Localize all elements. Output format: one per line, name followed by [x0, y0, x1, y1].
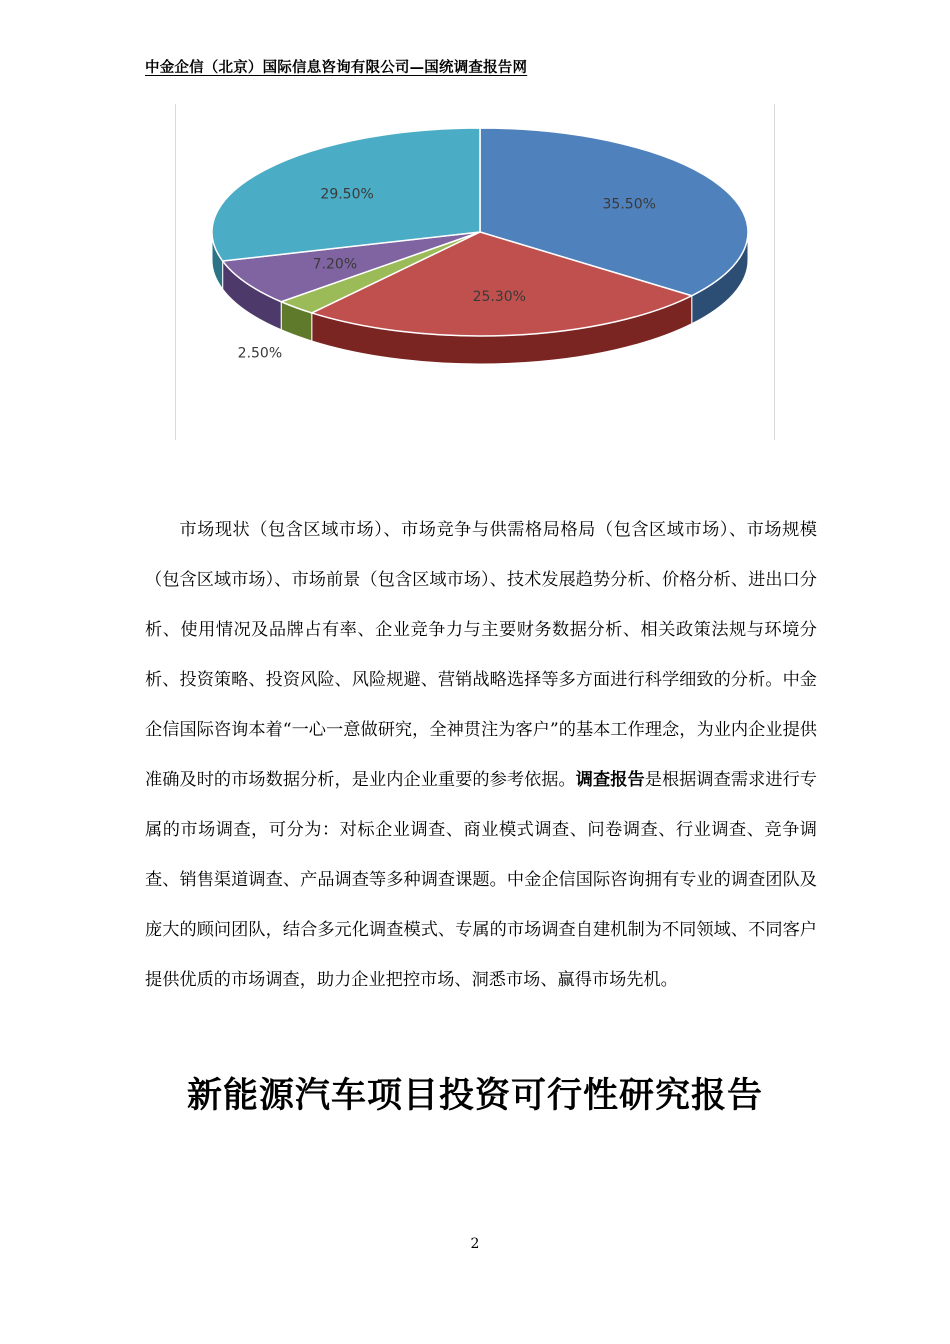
body-text-part1: 市场现状（包含区域市场）、市场竞争与供需格局格局（包含区域市场）、市场规模（包含区域市场）、市场前景（包含区域市场）、技术发展趋势分析、价格分析、进出口分析、使用情况及品牌占有率、企业竞争力与主要财务数据分析、相关政策法规与环境分析、投资策略、投资风险、风险规避、营销战略选择等多方面进行科学细致的分析。中金企信国际咨询本着“一心一意做研究，全神贯注为客户”的基本工作理念，为业内企业提供准确及时的市场数据分析，是业内企业重要的参考依据。	[145, 520, 817, 790]
page-number: 2	[470, 1236, 480, 1252]
pie-chart-figure	[175, 104, 775, 440]
pie-label-2: 2.50%	[237, 345, 283, 362]
pie-label-3: 7.20%	[312, 256, 358, 273]
bold-term: 调查报告	[575, 770, 645, 790]
body-text-part2: 是根据调查需求进行专属的市场调查，可分为：对标企业调查、商业模式调查、问卷调查、行业调查、竞争调查、销售渠道调查、产品调查等多种调查课题。中金企信国际咨询拥有专业的调查团队及庞大的顾问团队，结合多元化调查模式、专属的市场调查自建机制为不同领域、不同客户提供优质的市场调查，助力企业把控市场、洞悉市场、赢得市场先机。	[145, 770, 817, 990]
report-title: 新能源汽车项目投资可行性研究报告	[186, 1076, 763, 1116]
body-paragraph	[145, 505, 817, 1005]
pie-label-0: 35.50%	[602, 196, 656, 213]
page-header: 中金企信（北京）国际信息咨询有限公司—国统调查报告网	[145, 60, 528, 76]
pie-label-4: 29.50%	[320, 186, 374, 203]
pie-chart	[175, 104, 775, 440]
pie-label-1: 25.30%	[472, 289, 526, 306]
